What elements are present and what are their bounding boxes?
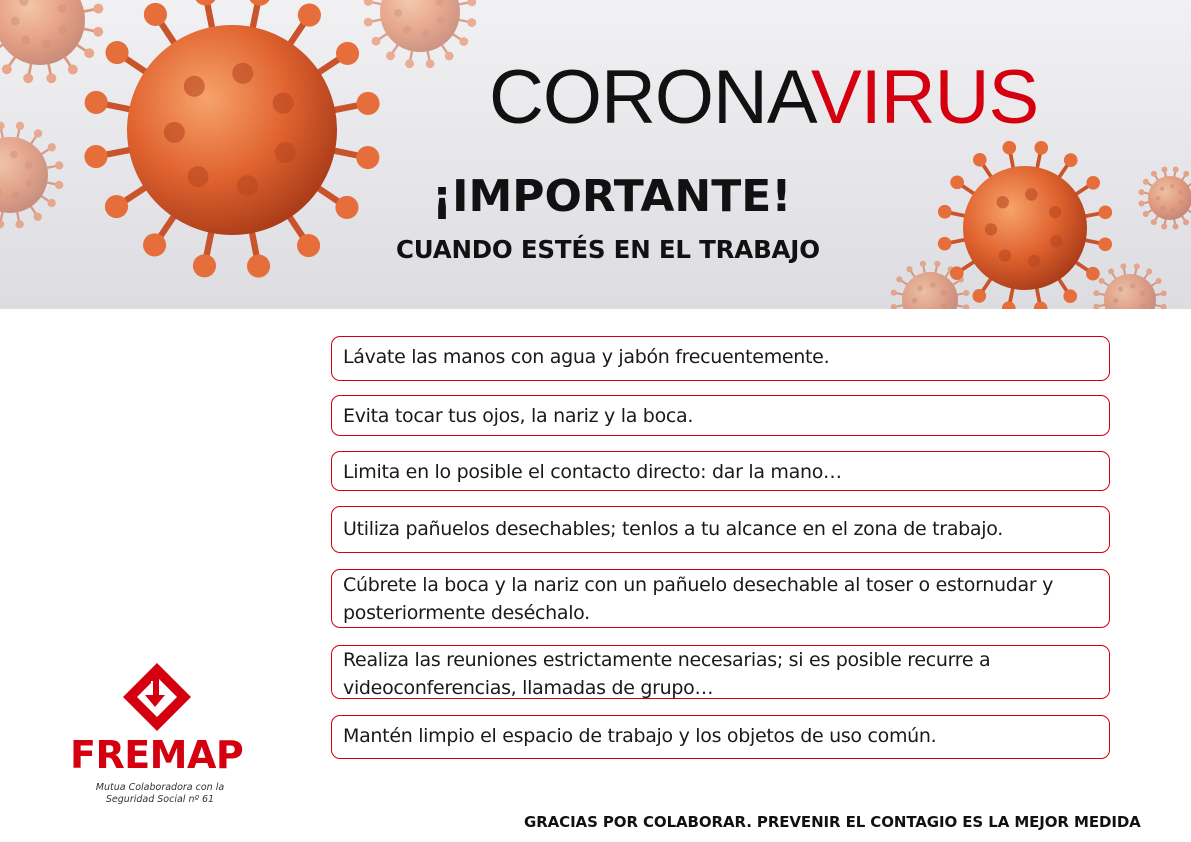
rule-item: Lávate las manos con agua y jabón frecuentemente. (331, 336, 1110, 381)
logo-subtitle: Mutua Colaboradora con la Seguridad Social nº 61 (95, 782, 225, 805)
subtitle: CUANDO ESTÉS EN EL TRABAJO (396, 235, 820, 264)
virus-particle (1093, 263, 1166, 309)
logo-name: FREMAP (70, 733, 244, 777)
rule-item: Cúbrete la boca y la nariz con un pañuelo desechable al toser o estornudar y posteriormente deséchalo. (331, 569, 1110, 628)
rule-item: Evita tocar tus ojos, la nariz y la boca. (331, 395, 1110, 436)
page-title (489, 56, 1038, 140)
rule-item: Mantén limpio el espacio de trabajo y los objetos de uso común. (331, 715, 1110, 759)
title-corona: CORONA (489, 55, 811, 140)
virus-particle (84, 0, 379, 278)
title-virus: VIRUS (810, 55, 1039, 140)
virus-particle (0, 122, 63, 229)
header-banner (0, 0, 1191, 309)
virus-particle (938, 141, 1112, 309)
virus-particle (1138, 166, 1191, 229)
footer-message: GRACIAS POR COLABORAR. PREVENIR EL CONTAGIO ES LA MEJOR MEDIDA (524, 813, 1141, 831)
important-heading: ¡IMPORTANTE! (432, 171, 792, 222)
rule-item: Limita en lo posible el contacto directo: dar la mano… (331, 451, 1110, 491)
rule-item: Utiliza pañuelos desechables; tenlos a tu alcance en el zona de trabajo. (331, 506, 1110, 553)
rule-item: Realiza las reuniones estrictamente necesarias; si es posible recurre a videoconferencias, llamadas de grupo… (331, 645, 1110, 699)
virus-particle (364, 0, 476, 68)
virus-particle (0, 0, 103, 83)
